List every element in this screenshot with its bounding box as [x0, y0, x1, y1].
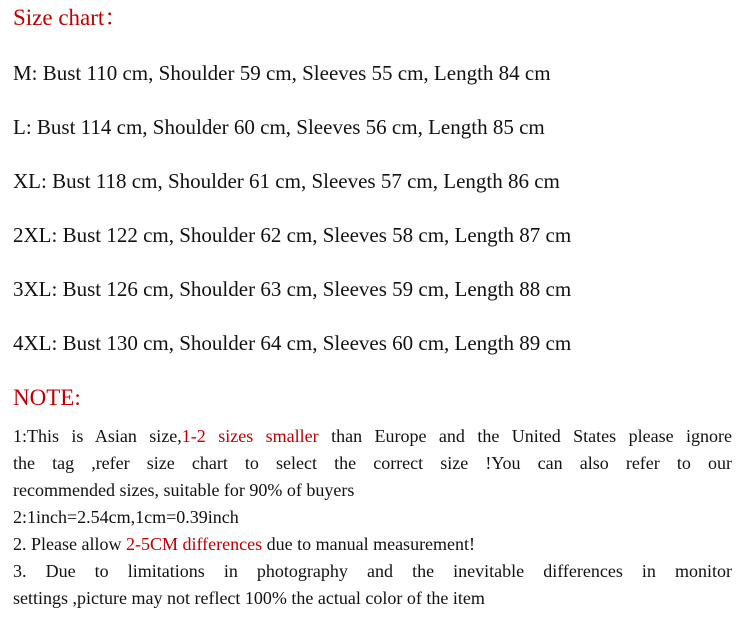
note-item-conversion-text: 2:1inch=2.54cm,1cm=0.39inch: [13, 507, 239, 527]
note-title: NOTE:: [13, 385, 81, 410]
size-row-3xl: 3XL: Bust 126 cm, Shoulder 63 cm, Sleeves 59 cm, Length 88 cm: [13, 277, 572, 301]
size-row-xl: XL: Bust 118 cm, Shoulder 61 cm, Sleeves 57 cm, Length 86 cm: [13, 169, 560, 193]
note-item-asian-size-prefix: 1:This is Asian size,: [13, 426, 182, 446]
note-item-asian-size-line-2: the tag ,refer size chart to select the correct size !You can also refer to our: [13, 453, 732, 473]
size-row-m: M: Bust 110 cm, Shoulder 59 cm, Sleeves 55 cm, Length 84 cm: [13, 61, 551, 85]
size-row-4xl: 4XL: Bust 130 cm, Shoulder 64 cm, Sleeves 60 cm, Length 89 cm: [13, 331, 572, 355]
note-item-asian-size: [13, 423, 732, 504]
note-item-photography-line-1: 3. Due to limitations in photography and the inevitable differences in monitor: [13, 561, 732, 581]
size-row-l: L: Bust 114 cm, Shoulder 60 cm, Sleeves 56 cm, Length 85 cm: [13, 115, 545, 139]
note-item-asian-size-highlight: 1-2 sizes smaller: [181, 426, 319, 446]
note-item-asian-size-rest: than Europe and the United States please ignore: [318, 426, 732, 446]
note-item-asian-size-line-3: recommended sizes, suitable for 90% of buyers: [13, 480, 355, 500]
note-item-measurement-prefix: 2. Please allow: [13, 534, 126, 554]
note-item-asian-size-line-1: [13, 423, 732, 450]
note-item-measurement-line: [13, 531, 732, 558]
size-chart-title: Size chart：: [13, 5, 128, 30]
note-item-photography: [13, 558, 732, 612]
note-item-measurement-suffix: due to manual measurement!: [262, 534, 476, 554]
note-item-conversion: [13, 504, 732, 531]
note-item-photography-line-2: settings ,picture may not reflect 100% the actual color of the item: [13, 588, 485, 608]
note-item-measurement-highlight: 2-5CM differences: [125, 534, 263, 554]
size-row-2xl: 2XL: Bust 122 cm, Shoulder 62 cm, Sleeves 58 cm, Length 87 cm: [13, 223, 572, 247]
note-item-measurement: [13, 531, 732, 558]
